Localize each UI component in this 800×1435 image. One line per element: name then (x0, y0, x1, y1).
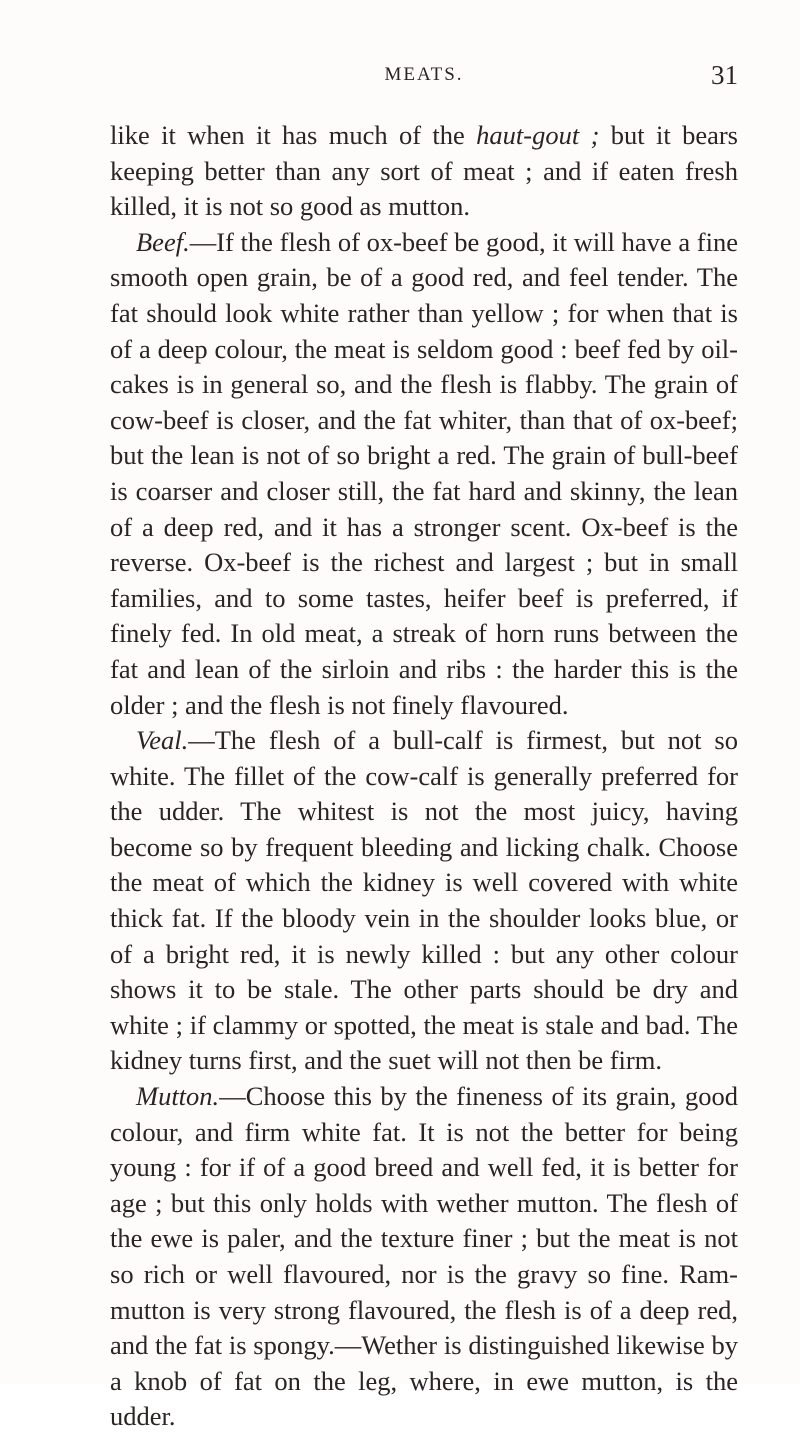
paragraph-text: but it bears keeping better than any sort of meat ; and if eaten fresh killed, it is not so good as mutton. (110, 120, 738, 222)
section-lead-mutton: Mutton. (136, 1081, 220, 1112)
body-text (110, 118, 738, 1435)
paragraph-mutton (110, 1079, 738, 1435)
running-title: MEATS. (384, 64, 464, 85)
paragraph-text: —The flesh of a bull-calf is firmest, but not so white. The fillet of the cow-calf is generally preferred for the udder. The whitest is not the most juicy, having become so by frequent bleeding and licking chalk. Choose the meat of which the kidney is well covered with white thick fat. If the bloody vein in the shoulder looks blue, or of a bright red, it is newly killed : but any other colour shows it to be stale. The other parts should be dry and white ; if clammy or spotted, the meat is stale and bad. The kidney turns first, and the suet will not then be firm. (110, 725, 738, 1076)
paragraph-text: —If the flesh of ox-beef be good, it will have a fine smooth open grain, be of a good red, and feel tender. The fat should look white rather than yellow ; for when that is of a deep colour, the meat is seldom good : beef fed by oil-cakes is in general so, and the flesh is flabby. The grain of cow-beef is closer, and the fat whiter, than that of ox-beef; but the lean is not of so bright a red. The grain of bull-beef is coarser and closer still, the fat hard and skinny, the lean of a deep red, and it has a stronger scent. Ox-beef is the reverse. Ox-beef is the richest and largest ; but in small families, and to some tastes, heifer beef is preferred, if finely fed. In old meat, a streak of horn runs between the fat and lean of the sirloin and ribs : the harder this is the older ; and the flesh is not finely flavoured. (110, 226, 738, 720)
paragraph-text: like it when it has much of the (110, 120, 477, 150)
foreign-term: haut-gout ; (476, 120, 600, 150)
running-head (110, 60, 738, 100)
page-number: 31 (711, 60, 738, 90)
section-lead-beef: Beef. (136, 226, 190, 257)
section-lead-veal: Veal. (136, 725, 189, 756)
paragraph-veal (110, 723, 738, 1079)
paragraph-text: —Choose this by the fineness of its grain, good colour, and firm white fat. It is not the better for being young : for if of a good breed and well fed, it is better for age ; but this only holds with wether mutton. The flesh of the ewe is paler, and the texture finer ; but the meat is not so rich or well flavoured, nor is the gravy so fine. Ram-mutton is very strong flavoured, the flesh is of a deep red, and the fat is spongy.—Wether is distinguished likewise by a knob of fat on the leg, where, in ewe mutton, is the udder. (110, 1081, 738, 1432)
paragraph-beef (110, 225, 738, 723)
paragraph-continuation (110, 118, 738, 225)
